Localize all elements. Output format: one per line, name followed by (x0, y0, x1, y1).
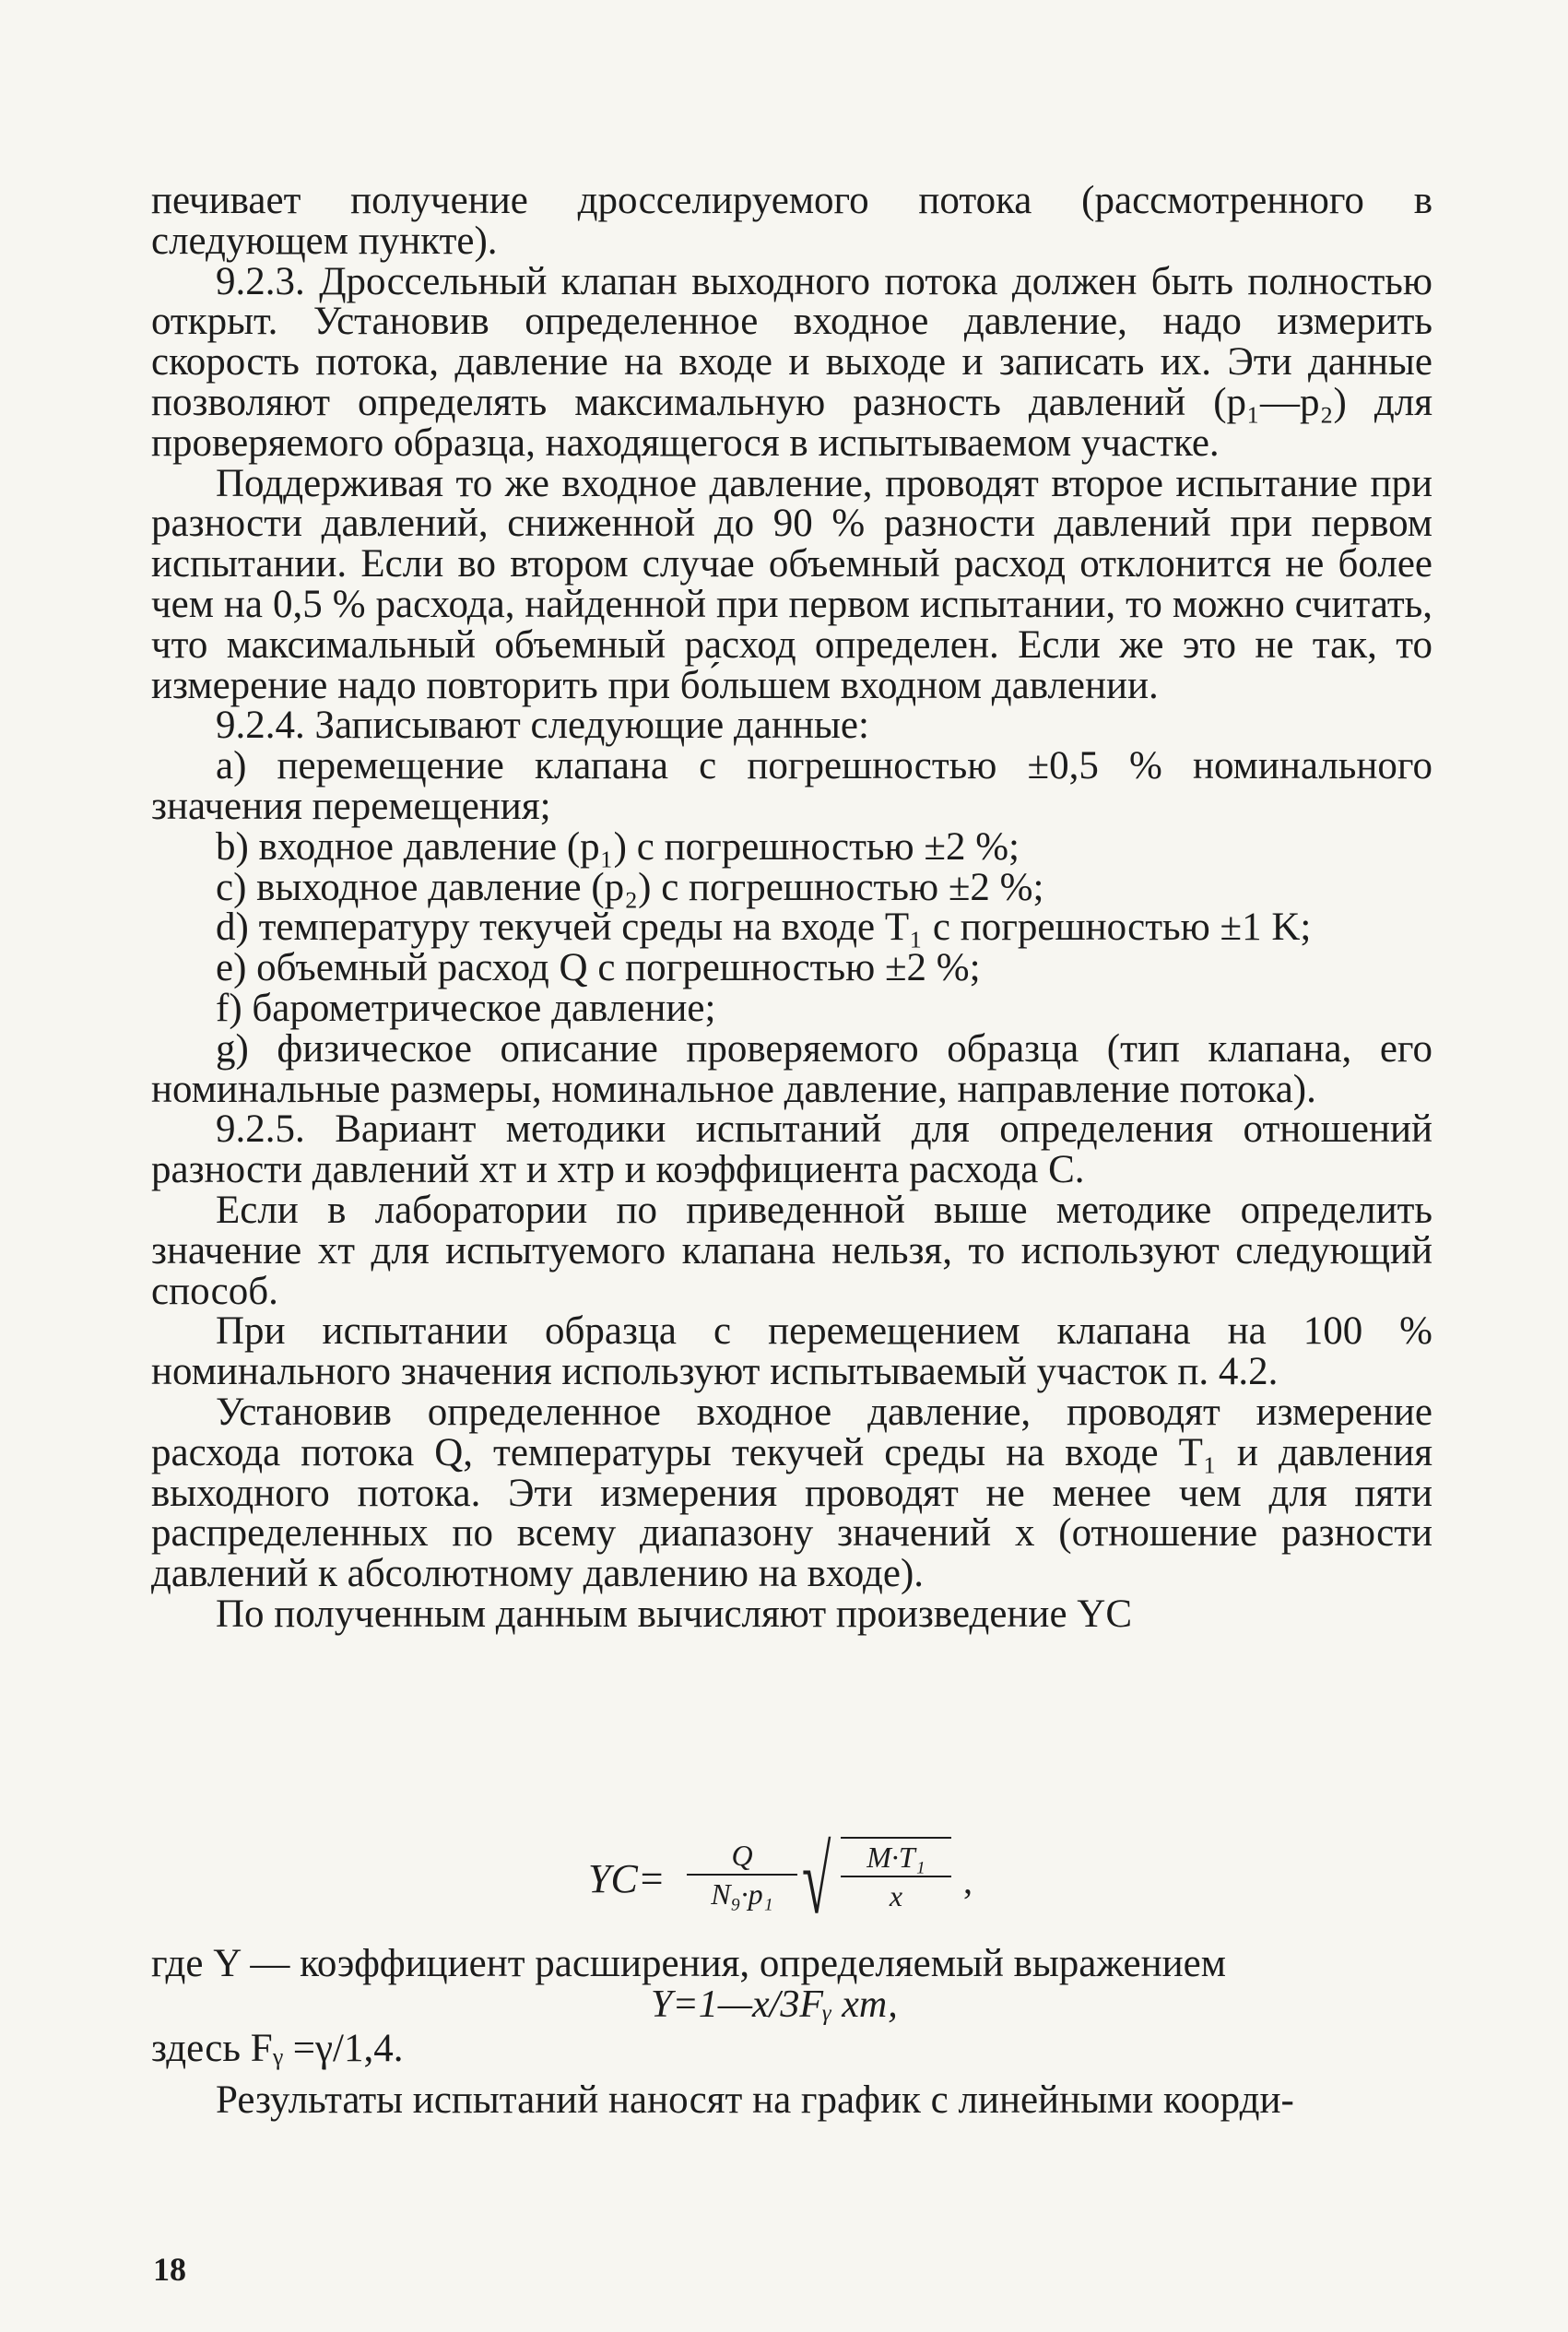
list-item-c: c) выходное давление (p₂) с погрешностью ±2 %; (216, 865, 1044, 909)
expansion-note: где Y — коэффициент расширения, определяемый выражением (151, 1942, 1226, 1985)
list-item-b: b) входное давление (p₁) с погрешностью ±2 %; (216, 824, 1020, 869)
list-item-e: e) объемный расход Q с погрешностью ±2 %; (216, 946, 981, 990)
formula-yc-root-numerator: M·T₁ (841, 1839, 951, 1877)
paragraph-continuation: печивает получение дросселируемого потока (рассмотренного в следующем пункте). (151, 179, 1432, 263)
formula-yc-root-fraction (841, 1837, 951, 1914)
results-line: Результаты испытаний наносят на график с линейными коорди- (216, 2078, 1294, 2122)
paragraph-100-percent: При испытании образца с перемещением клапана на 100 % номинального значения используют испытываемый участок п. 4.2. (151, 1309, 1432, 1394)
formula-y: Y=1—x/3Fᵧ xт, (651, 1983, 898, 2026)
paragraph-9-2-3: 9.2.3. Дроссельный клапан выходного потока должен быть полностью открыт. Установив определенное входное давление, надо измерить скорость потока, давление на входе и выходе и записать их. Эти данные позволяют определять максимальную разность давлений (p₁—p₂) для проверяемого образца, находящегося в испытываемом участке. (151, 259, 1432, 465)
paragraph-alternative: Если в лаборатории по приведенной выше методике определить значение xт для испытуемого клапана нельзя, то используют следующий способ. (151, 1188, 1432, 1313)
formula-yc-trail: , (963, 1860, 973, 1901)
formula-yc-fraction (687, 1837, 797, 1912)
formula-yc (0, 1828, 1568, 1947)
list-item-g: g) физическое описание проверяемого образца (тип клапана, его номинальные размеры, номинальное давление, направление потока). (151, 1026, 1432, 1111)
body-text (151, 181, 1432, 1635)
paragraph-9-2-5: 9.2.5. Вариант методики испытаний для определения отношений разности давлений xт и xтр и коэффициента расхода C. (151, 1107, 1432, 1192)
formula-yc-denominator: N₉·p₁ (711, 1877, 773, 1911)
fy-note: здесь Fᵧ =γ/1,4. (151, 2027, 404, 2070)
formula-yc-lhs: YC= (588, 1856, 666, 1901)
square-root-icon: √ (802, 1828, 831, 1934)
list-item-d: d) температуру текучей среды на входе T₁ с погрешностью ±1 K; (216, 906, 1312, 950)
formula-yc-root-denominator: x (889, 1879, 903, 1912)
formula-yc-numerator: Q (687, 1837, 797, 1876)
page-number: 18 (153, 2251, 186, 2288)
paragraph-second-test: Поддерживая то же входное давление, проводят второе испытание при разности давлений, сниженной до 90 % разности давлений при первом испытании. Если во втором случае объемный расход отклонится не более чем на 0,5 % расхода, найденной при первом испытании, то можно считать, что максимальный объемный расход определен. Если же это не так, то измерение надо повторить при бо́льшем входном давлении. (151, 461, 1432, 707)
paragraph-9-2-4: 9.2.4. Записывают следующие данные: (216, 704, 869, 748)
list-item-a: a) перемещение клапана с погрешностью ±0,5 % номинального значения перемещения; (151, 744, 1432, 828)
list-item-f: f) барометрическое давление; (216, 986, 716, 1030)
paragraph-compute-yc: По полученным данным вычисляют произведение YC (216, 1592, 1133, 1636)
paragraph-measurement: Установив определенное входное давление, проводят измерение расхода потока Q, температуры текучей среды на входе T₁ и давления выходного потока. Эти измерения проводят не менее чем для пяти распределенных по всему диапазону значений x (отношение разности давлений к абсолютному давлению на входе). (151, 1390, 1432, 1596)
